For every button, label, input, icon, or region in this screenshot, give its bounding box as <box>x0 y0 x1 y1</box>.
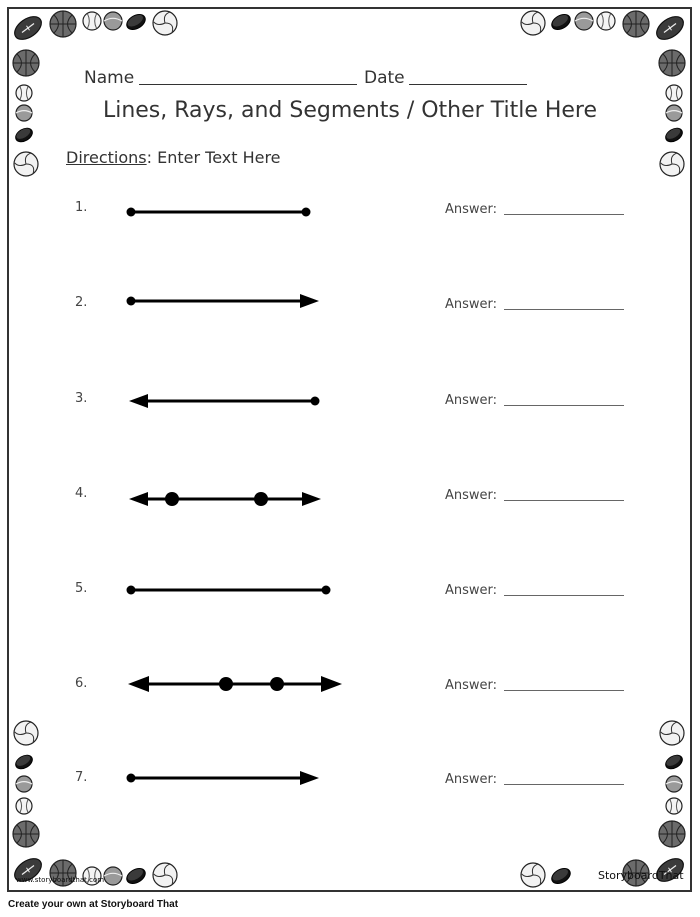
problem-number: 7. <box>75 770 88 785</box>
line-figure <box>120 674 360 704</box>
football-icon <box>654 12 686 44</box>
answer-label: Answer: <box>445 393 498 408</box>
line-segment-figure <box>120 579 340 609</box>
storyboardthat-url: www.storyboardthat.com <box>16 876 105 884</box>
hockey-puck-icon <box>125 11 147 33</box>
problem-1 <box>0 198 700 238</box>
storyboardthat-logo: StoryboardThat <box>598 869 684 882</box>
problem-3 <box>0 389 700 429</box>
baseball-icon <box>82 11 102 31</box>
directions-label: Directions <box>66 148 147 167</box>
answer-label: Answer: <box>445 488 498 503</box>
directions-text: : Enter Text Here <box>146 148 281 167</box>
hockey-puck-icon <box>14 125 34 145</box>
answer-line[interactable] <box>504 405 624 406</box>
answer-line[interactable] <box>504 500 624 501</box>
answer-line[interactable] <box>504 595 624 596</box>
ray-figure <box>120 768 340 798</box>
problem-2 <box>0 293 700 333</box>
answer-line[interactable] <box>504 690 624 691</box>
problem-7 <box>0 768 700 808</box>
basketball-icon <box>12 820 40 848</box>
line-segment-figure <box>120 198 340 228</box>
date-field-line[interactable] <box>409 84 527 85</box>
problem-number: 1. <box>75 200 88 215</box>
problem-5 <box>0 579 700 619</box>
footer-credit[interactable]: Create your own at Storyboard That <box>8 899 179 910</box>
volleyball-icon <box>13 151 39 177</box>
worksheet-page <box>7 7 692 892</box>
problem-6 <box>0 674 700 714</box>
answer-label: Answer: <box>445 772 498 787</box>
hockey-puck-icon <box>664 125 684 145</box>
ray-figure <box>120 293 340 323</box>
directions <box>66 148 281 167</box>
answer-line[interactable] <box>504 309 624 310</box>
tennis-ball-icon <box>103 11 123 31</box>
volleyball-icon <box>152 862 178 888</box>
worksheet-title: Lines, Rays, and Segments / Other Title Here <box>102 98 598 123</box>
volleyball-icon <box>520 10 546 36</box>
basketball-icon <box>658 49 686 77</box>
answer-label: Answer: <box>445 678 498 693</box>
answer-label: Answer: <box>445 297 498 312</box>
basketball-icon <box>12 49 40 77</box>
problem-4 <box>0 484 700 524</box>
basketball-icon <box>622 10 650 38</box>
tennis-ball-icon <box>574 11 594 31</box>
volleyball-icon <box>520 862 546 888</box>
hockey-puck-icon <box>550 865 572 887</box>
volleyball-icon <box>13 720 39 746</box>
name-date-row <box>84 66 544 94</box>
answer-line[interactable] <box>504 784 624 785</box>
problem-number: 3. <box>75 391 88 406</box>
name-label: Name <box>84 68 135 88</box>
answer-line[interactable] <box>504 214 624 215</box>
football-icon <box>12 12 44 44</box>
date-label: Date <box>364 68 405 88</box>
basketball-icon <box>49 10 77 38</box>
basketball-icon <box>658 820 686 848</box>
problem-number: 5. <box>75 581 88 596</box>
volleyball-icon <box>659 720 685 746</box>
ray-figure <box>120 389 340 419</box>
problem-number: 6. <box>75 676 88 691</box>
hockey-puck-icon <box>125 865 147 887</box>
answer-label: Answer: <box>445 202 498 217</box>
answer-label: Answer: <box>445 583 498 598</box>
tennis-ball-icon <box>103 866 123 886</box>
line-figure <box>120 484 340 514</box>
volleyball-icon <box>659 151 685 177</box>
volleyball-icon <box>152 10 178 36</box>
baseball-icon <box>596 11 616 31</box>
hockey-puck-icon <box>550 11 572 33</box>
name-field-line[interactable] <box>139 84 357 85</box>
problem-number: 2. <box>75 295 88 310</box>
problem-number: 4. <box>75 486 88 501</box>
